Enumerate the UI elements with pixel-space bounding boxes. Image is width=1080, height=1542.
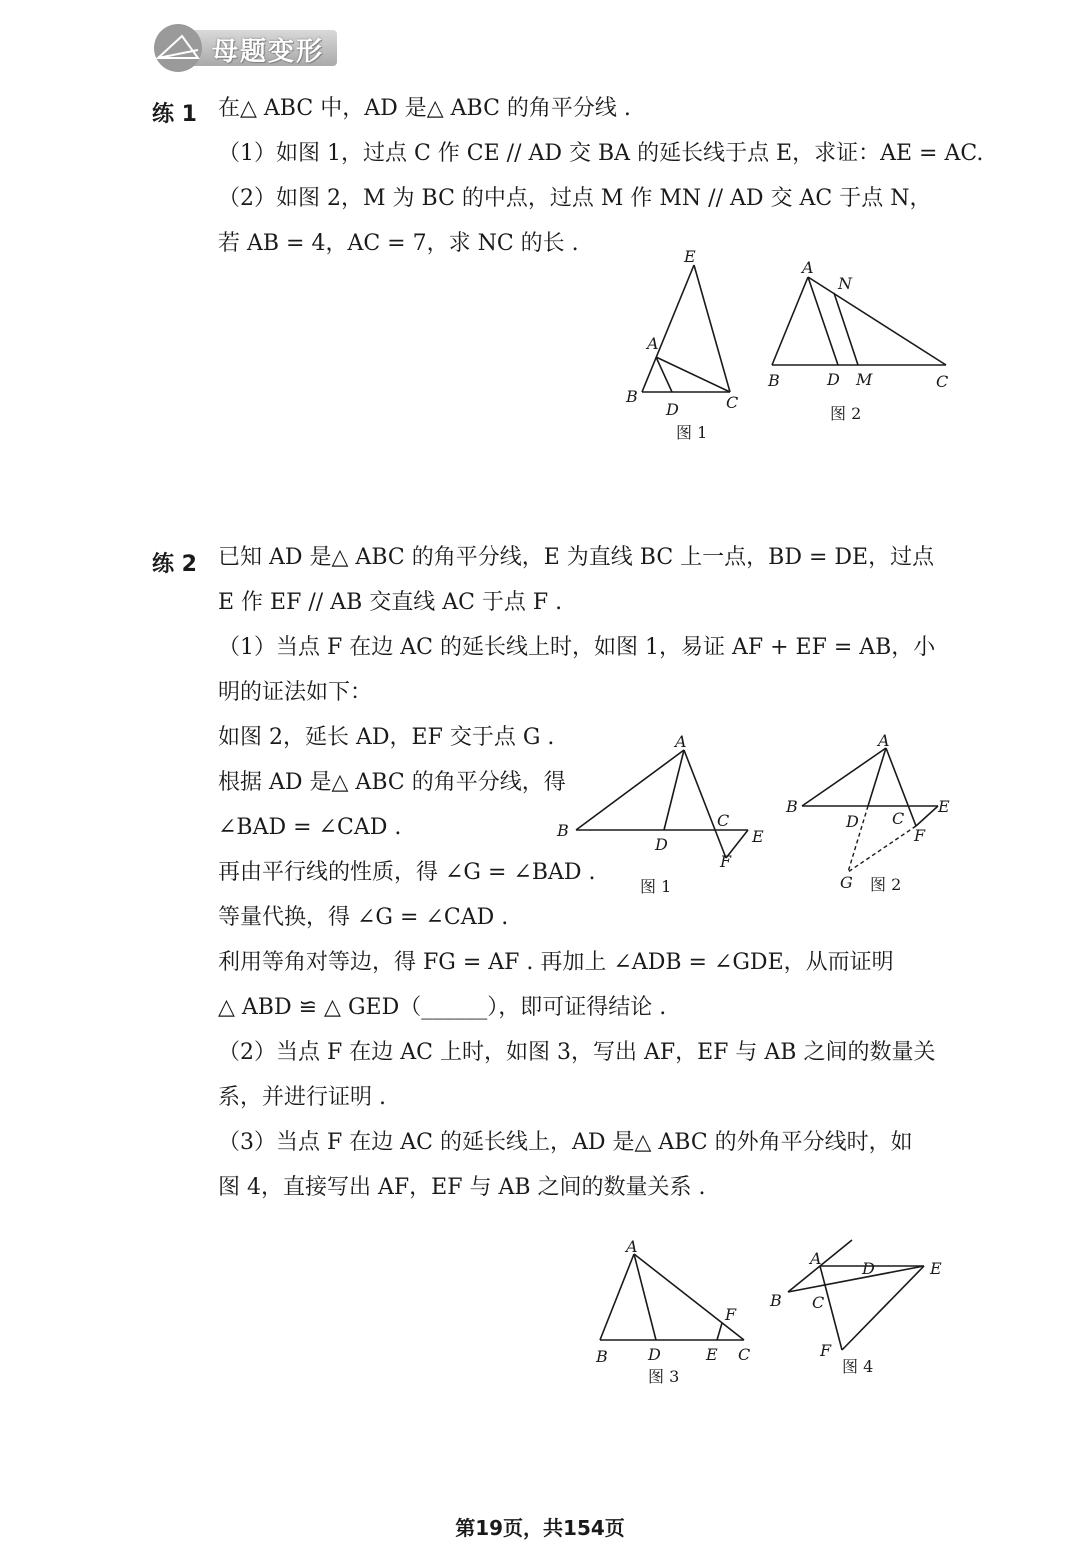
ex2-figure-4 bbox=[762, 1228, 962, 1378]
exercise-2-line: 图 4，直接写出 AF，EF 与 AB 之间的数量关系 . bbox=[218, 1175, 706, 1200]
point-label: B bbox=[768, 371, 780, 390]
ex2-figure-1 bbox=[552, 730, 772, 900]
point-label: C bbox=[717, 811, 730, 830]
point-label: N bbox=[838, 274, 852, 293]
point-label: A bbox=[647, 334, 659, 353]
point-label: E bbox=[706, 1345, 718, 1364]
point-label: D bbox=[846, 812, 859, 831]
point-label: F bbox=[720, 852, 732, 871]
point-label: E bbox=[752, 827, 764, 846]
point-label: D bbox=[648, 1345, 661, 1364]
point-label: B bbox=[786, 797, 798, 816]
ex2-figure-3 bbox=[588, 1232, 768, 1392]
exercise-1-label: 练 1 bbox=[152, 102, 197, 127]
point-label: B bbox=[596, 1347, 608, 1366]
exercise-2-label: 练 2 bbox=[152, 552, 197, 577]
ex1-figure-1 bbox=[620, 245, 750, 450]
exercise-2-line: ∠BAD = ∠CAD . bbox=[218, 815, 402, 840]
point-label: F bbox=[725, 1305, 737, 1324]
figure-caption: 图 2 bbox=[830, 404, 862, 423]
point-label: C bbox=[726, 393, 739, 412]
figure-caption: 图 1 bbox=[676, 423, 708, 442]
exercise-2-line: 再由平行线的性质，得 ∠G = ∠BAD . bbox=[218, 860, 596, 885]
section-header-badge bbox=[152, 22, 340, 72]
exercise-2-line: 明的证法如下： bbox=[218, 680, 373, 705]
point-label: E bbox=[684, 247, 696, 266]
exercise-2-line: 已知 AD 是△ ABC 的角平分线，E 为直线 BC 上一点，BD = DE，过点 bbox=[218, 545, 935, 570]
point-label: B bbox=[626, 387, 638, 406]
point-label: D bbox=[827, 370, 840, 389]
figure-caption: 图 3 bbox=[648, 1367, 680, 1386]
exercise-2-line: 根据 AD 是△ ABC 的角平分线，得 bbox=[218, 770, 566, 795]
exercise-2-line: △ ABD ≌ △ GED（______），即可证得结论 . bbox=[218, 995, 667, 1020]
point-label: B bbox=[770, 1291, 782, 1310]
exercise-1-line: 在△ ABC 中，AD 是△ ABC 的角平分线 . bbox=[218, 96, 631, 121]
point-label: B bbox=[557, 821, 569, 840]
exercise-2-line: （3）当点 F 在边 AC 的延长线上，AD 是△ ABC 的外角平分线时，如 bbox=[218, 1130, 913, 1155]
exercise-1-line: 若 AB = 4，AC = 7，求 NC 的长 . bbox=[218, 231, 579, 256]
point-label: G bbox=[840, 873, 853, 892]
point-label: E bbox=[930, 1259, 942, 1278]
exercise-1-line: （2）如图 2，M 为 BC 的中点，过点 M 作 MN // AD 交 AC 于点 N， bbox=[218, 186, 932, 211]
point-label: D bbox=[666, 400, 679, 419]
point-label: E bbox=[938, 797, 950, 816]
exercise-2-line: 如图 2，延长 AD，EF 交于点 G . bbox=[218, 725, 555, 750]
exercise-2-line: （1）当点 F 在边 AC 的延长线上时，如图 1，易证 AF + EF = AB，小 bbox=[218, 635, 936, 660]
point-label: A bbox=[878, 731, 890, 750]
section-header-title: 母题变形 bbox=[212, 37, 325, 67]
ex2-figure-2 bbox=[780, 730, 970, 900]
figure-caption: 图 2 bbox=[870, 875, 902, 894]
exercise-2-line: 等量代换，得 ∠G = ∠CAD . bbox=[218, 905, 509, 930]
exercise-2-line: 利用等角对等边，得 FG = AF . 再加上 ∠ADB = ∠GDE，从而证明 bbox=[218, 950, 894, 975]
point-label: A bbox=[810, 1249, 822, 1268]
point-label: D bbox=[655, 835, 668, 854]
point-label: A bbox=[675, 732, 687, 751]
point-label: A bbox=[802, 258, 814, 277]
exercise-2-line: （2）当点 F 在边 AC 上时，如图 3，写出 AF，EF 与 AB 之间的数量关 bbox=[218, 1040, 936, 1065]
exercise-2-line: 系，并进行证明 . bbox=[218, 1085, 386, 1110]
ex1-figure-2 bbox=[760, 255, 960, 430]
point-label: F bbox=[914, 826, 926, 845]
point-label: C bbox=[936, 372, 949, 391]
point-label: C bbox=[892, 809, 905, 828]
page-number-footer: 第19页，共154页 bbox=[455, 1516, 625, 1540]
point-label: C bbox=[738, 1345, 751, 1364]
exercise-1-line: （1）如图 1，过点 C 作 CE // AD 交 BA 的延长线于点 E，求证：AE = AC. bbox=[218, 141, 984, 166]
point-label: C bbox=[812, 1293, 825, 1312]
figure-caption: 图 1 bbox=[640, 877, 672, 896]
point-label: D bbox=[862, 1259, 875, 1278]
point-label: F bbox=[820, 1341, 832, 1360]
figure-caption: 图 4 bbox=[842, 1357, 874, 1376]
exercise-2-line: E 作 EF // AB 交直线 AC 于点 F . bbox=[218, 590, 563, 615]
point-label: A bbox=[626, 1237, 638, 1256]
point-label: M bbox=[856, 370, 873, 389]
